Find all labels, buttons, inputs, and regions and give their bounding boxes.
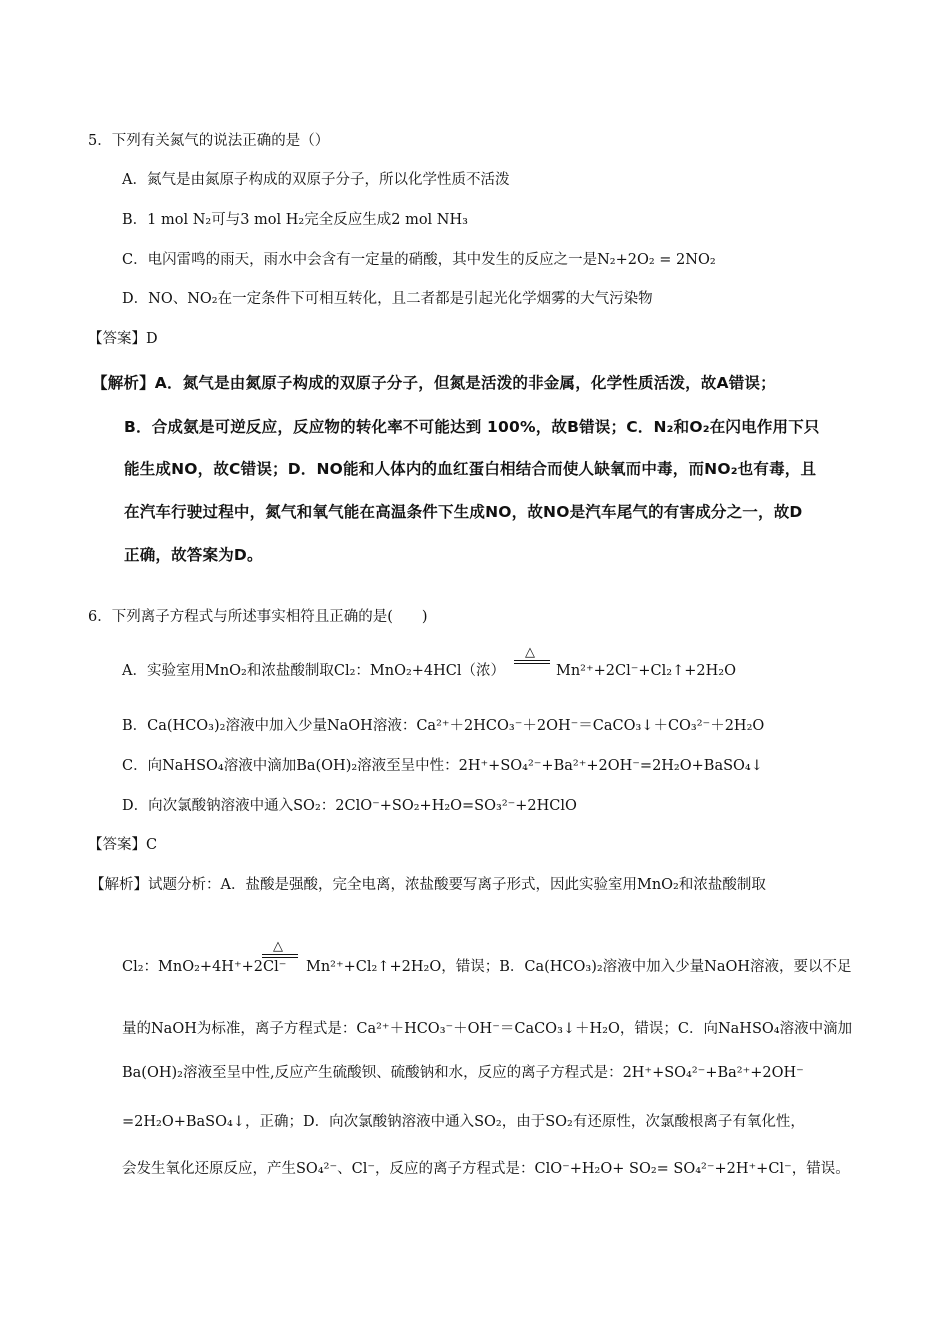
delta-icon: △ [273,939,283,954]
question-5-analysis-line: 正确，故答案为D。 [124,546,263,564]
question-6-analysis-line: 量的NaOH为标准，离子方程式是：Ca²⁺＋HCO₃⁻＋OH⁻＝CaCO₃↓＋H₂O，错误；C．向NaHSO₄溶液中滴加 [122,1021,853,1037]
question-6-answer: 【答案】C [88,837,158,853]
question-6-option-a-left: A．实验室用MnO₂和浓盐酸制取Cl₂：MnO₂+4HCl（浓） [122,663,506,679]
question-5-answer: 【答案】D [88,331,158,347]
question-5-option-c: C．电闪雷鸣的雨天，雨水中会含有一定量的硝酸，其中发生的反应之一是N₂+2O₂ = 2NO₂ [122,252,716,268]
question-6-analysis-line: Ba(OH)₂溶液至呈中性,反应产生硫酸钡、硫酸钠和水，反应的离子方程式是：2H⁺+SO₄²⁻+Ba²⁺+2OH⁻ [122,1065,804,1081]
question-5-analysis-line: B．合成氨是可逆反应，反应物的转化率不可能达到 100%，故B错误；C．N₂和O₂在闪电作用下只 [124,418,820,436]
question-6-analysis-line-left: Cl₂：MnO₂+4H⁺+2Cl⁻ [122,959,287,975]
question-6-analysis-line: 会发生氧化还原反应，产生SO₄²⁻、Cl⁻，反应的离子方程式是：ClO⁻+H₂O+ SO₂= SO₄²⁻+2H⁺+Cl⁻，错误。 [122,1161,850,1177]
question-5-analysis-line: 【解析】A．氮气是由氮原子构成的双原子分子，但氮是活泼的非金属，化学性质活泼，故A错误； [92,374,776,392]
question-6-analysis-line: =2H₂O+BaSO₄↓，正确；D．向次氯酸钠溶液中通入SO₂，由于SO₂有还原性，次氯酸根离子有氧化性， [122,1114,805,1130]
question-5-option-d: D．NO、NO₂在一定条件下可相互转化，且二者都是引起光化学烟雾的大气污染物 [122,291,653,307]
question-5-option-b: B．1 mol N₂可与3 mol H₂完全反应生成2 mol NH₃ [122,212,468,228]
question-6-option-c: C．向NaHSO₄溶液中滴加Ba(OH)₂溶液至呈中性：2H⁺+SO₄²⁻+Ba²⁺+2OH⁻=2H₂O+BaSO₄↓ [122,758,763,774]
question-6-option-a-right: Mn²⁺+2Cl⁻+Cl₂↑+2H₂O [556,663,736,679]
question-5-option-a: A．氮气是由氮原子构成的双原子分子，所以化学性质不活泼 [122,172,510,188]
question-6-analysis-line: 【解析】试题分析：A．盐酸是强酸，完全电离，浓盐酸要写离子形式，因此实验室用MnO₂和浓盐酸制取 [90,877,766,893]
question-6-analysis-line-right: Mn²⁺+Cl₂↑+2H₂O，错误；B．Ca(HCO₃)₂溶液中加入少量NaOH溶液，要以不足 [306,959,852,975]
heating-condition-symbol [514,646,550,666]
delta-icon: △ [525,645,535,660]
question-6-option-d: D．向次氯酸钠溶液中通入SO₂：2ClO⁻+SO₂+H₂O=SO₃²⁻+2HClO [122,798,577,814]
question-6-option-b: B．Ca(HCO₃)₂溶液中加入少量NaOH溶液：Ca²⁺＋2HCO₃⁻＋2OH⁻＝CaCO₃↓＋CO₃²⁻＋2H₂O [122,718,765,734]
question-5-analysis-line: 在汽车行驶过程中，氮气和氧气能在高温条件下生成NO，故NO是汽车尾气的有害成分之一，故D [124,503,803,521]
question-6-stem: 6．下列离子方程式与所述事实相符且正确的是( ) [88,609,428,625]
heating-condition-symbol [262,940,298,960]
question-5-stem: 5．下列有关氮气的说法正确的是（） [88,133,330,149]
question-5-analysis-line: 能生成NO，故C错误；D．NO能和人体内的血红蛋白相结合而使人缺氧而中毒，而NO₂也有毒，且 [124,460,817,478]
